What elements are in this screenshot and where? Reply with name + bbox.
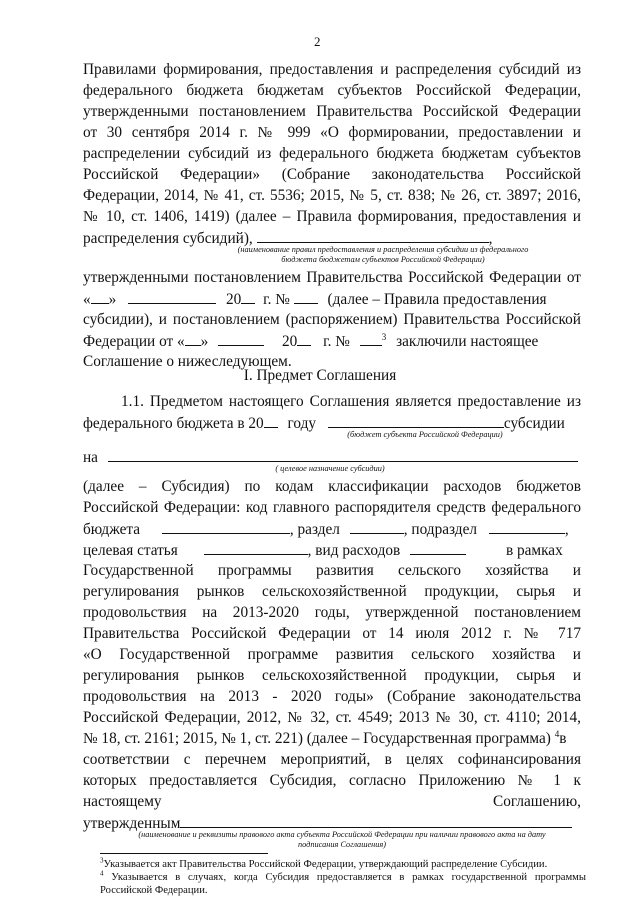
- body-line: регулирования рынков сельскохозяйственной продукции, сырья и: [83, 667, 581, 684]
- footnote-ref-3: 3: [381, 331, 387, 342]
- footnote-3: $^3$Указывается акт Правительства Российской Федерации, утверждающий распределение Субсидии.: [100, 856, 548, 870]
- purpose-blank: [108, 447, 578, 462]
- body-line-with-blank: на: [83, 447, 581, 467]
- rules-name-blank: [257, 228, 489, 243]
- body-line: Федерации, 2014, № 41, ст. 5536; 2015, № 5, ст. 838; № 26, ст. 3897; 2016,: [83, 187, 581, 204]
- section-code-blank: [350, 519, 404, 534]
- footnote-4-continued: Российской Федерации.: [100, 885, 208, 896]
- body-line: Российской Федерации» (Собрание законодательства Российской: [83, 166, 581, 183]
- body-line-with-blanks: « » 20 г. № (далее – Правила предоставления: [83, 291, 547, 308]
- section-title: I. Предмет Соглашения: [243, 367, 397, 384]
- month-blank: [128, 289, 216, 304]
- body-line-with-footnote: № 18, ст. 2161; 2015, № 1, ст. 221) (далее – Государственная программа) $^4$в: [83, 728, 567, 747]
- footnote-separator: [100, 853, 268, 854]
- body-line: 1.1. Предметом настоящего Соглашения является предоставление из: [121, 393, 581, 410]
- budget-blank: [328, 413, 504, 428]
- body-line-with-blanks: Федерации от « » 20 г. № $^3$ заключили настоящее: [83, 331, 539, 350]
- body-line: «О Государственной программе развития сельского хозяйства и: [83, 646, 581, 663]
- body-line: (далее – Субсидия) по кодам классификации расходов бюджетов: [83, 478, 581, 495]
- year-blank: [297, 331, 311, 346]
- body-line-with-blanks: целевая статья , вид расходов в рамках: [83, 542, 563, 559]
- caption-budget: (бюджет субъекта Российской Федерации): [347, 430, 503, 439]
- body-line: Соглашение о нижеследующем.: [83, 353, 292, 370]
- caption-legal-act: подписания Соглашения): [297, 840, 387, 849]
- grbs-code-blank: [162, 519, 290, 534]
- body-line: продовольствия на 2013 - 2020 годы» (Собрание законодательства: [83, 688, 581, 705]
- body-line: федерального бюджета бюджетам субъектов Российской Федерации,: [83, 82, 581, 99]
- body-line-with-blanks: федерального бюджета в 20 году субсидии: [83, 415, 565, 432]
- body-line: утвержденными постановлением Правительства Российской Федерации: [83, 103, 581, 120]
- caption-purpose: ( целевое назначение субсидии): [275, 464, 385, 473]
- footnote-ref-4: 4: [554, 728, 560, 739]
- number-blank: [294, 289, 318, 304]
- body-line: от 30 сентября 2014 г. № 999 «О формировании, предоставлении и: [83, 124, 581, 141]
- body-line: Правительства Российской Федерации от 14 июля 2012 г. № 717: [83, 625, 581, 642]
- expense-type-blank: [410, 540, 466, 555]
- day-blank: [185, 331, 201, 346]
- body-line: которых предоставляется Субсидия, согласно Приложению № 1 к: [83, 772, 581, 789]
- body-line: продовольствия на 2013-2020 годы, утвержденной постановлением: [83, 604, 581, 621]
- year-blank: [264, 413, 278, 428]
- target-article-blank: [204, 540, 308, 555]
- caption-legal-act: (наименование и реквизиты правового акта субъекта Российской Федерации при наличии правового акта на дату: [138, 830, 546, 839]
- body-line-with-blank: распределения субсидий), ,: [83, 230, 493, 247]
- body-line: утвержденными постановлением Правительства Российской Федерации от: [83, 269, 581, 286]
- day-blank: [91, 289, 109, 304]
- body-line-with-blank: утвержденным: [83, 813, 581, 833]
- body-line-with-blanks: бюджета , раздел , подраздел ,: [83, 521, 569, 538]
- body-line: соответствии с перечнем мероприятий, в целях софинансирования: [83, 751, 581, 768]
- body-line: Правилами формирования, предоставления и распределения субсидий из: [83, 61, 581, 78]
- footnote-4: $^4$ Указывается в случаях, когда Субсидия предоставляется в рамках государственной программы: [100, 869, 586, 883]
- subsection-code-blank: [489, 519, 565, 534]
- body-line: субсидии), и постановлением (распоряжением) Правительства Российской: [83, 311, 581, 328]
- caption-rules-name: (наименование правил предоставления и распределения субсидии из федерального: [237, 245, 529, 254]
- caption-rules-name: бюджета бюджетам субъектов Российской Федерации): [281, 255, 485, 264]
- body-line: Государственной программы развития сельского хозяйства и: [83, 562, 581, 579]
- body-line: № 10, ст. 1406, 1419) (далее – Правила формирования, предоставления и: [83, 208, 581, 225]
- body-line-split: настоящему Соглашению,: [83, 793, 581, 810]
- year-blank: [241, 289, 255, 304]
- body-line: распределении субсидий из федерального бюджета бюджетам субъектов: [83, 145, 581, 162]
- page-number: 2: [314, 34, 321, 49]
- body-line: регулирования рынков сельскохозяйственной продукции, сырья и: [83, 583, 581, 600]
- month-blank: [218, 331, 264, 346]
- body-line: Российской Федерации, 2012, № 32, ст. 4549; 2013 № 30, ст. 4110; 2014,: [83, 709, 581, 726]
- number-blank: [360, 331, 382, 346]
- body-line: Российской Федерации: код главного распорядителя средств федерального: [83, 499, 581, 516]
- legal-act-blank: [180, 813, 572, 828]
